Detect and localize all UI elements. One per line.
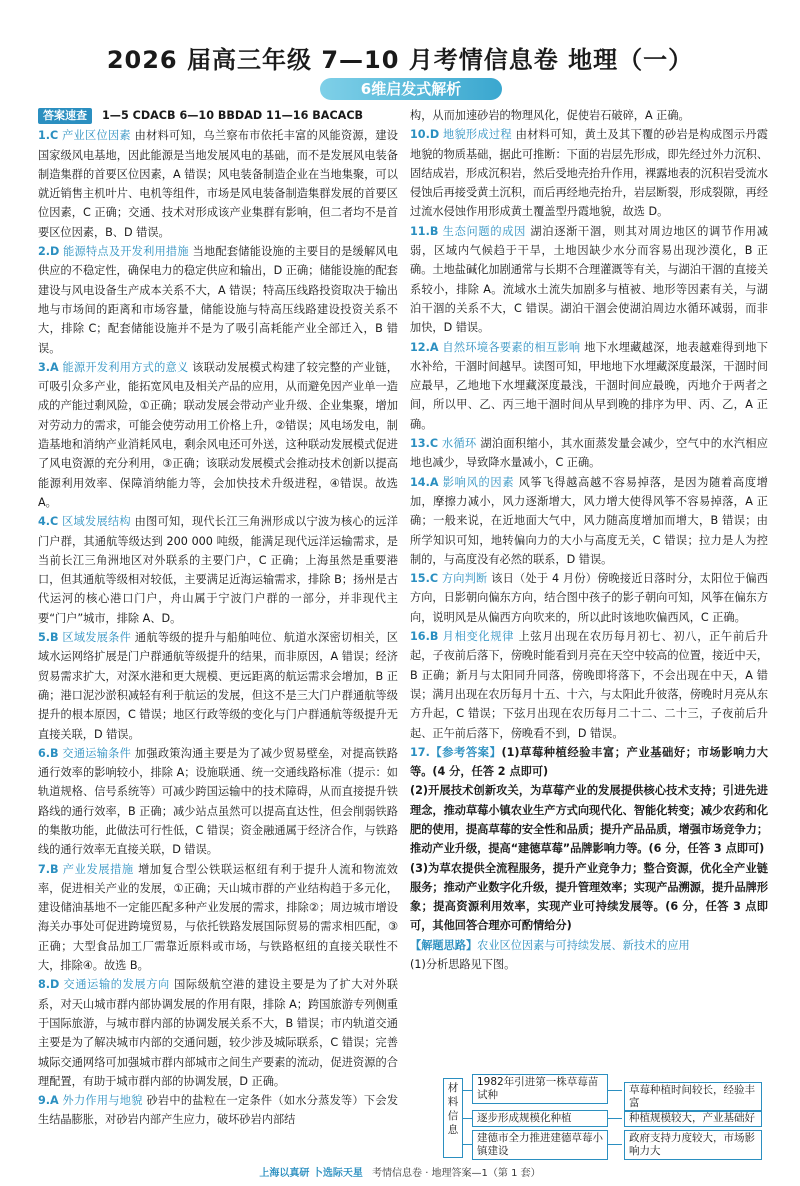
- item-text: 增加复合型公铁联运枢纽有利于提升人流和物流效率，促进相关产业的发展，①正确；天山城市群的产业结构趋于多元化，建设储油基地不一定能匹配多种产业发展的需求，排除②；周边城市增设海关办事处可促进跨境贸易，与依托铁路发展国际贸易的需求相匹配，③正确；大型食品加工厂需靠近原料或市场，与铁路枢纽的直接关联性不大，排除④。故选 B。: [38, 862, 398, 973]
- item-number: 5.B: [38, 631, 59, 645]
- answer-item: [38, 126, 398, 242]
- answer-item: [410, 338, 768, 434]
- item-category: 方向判断: [441, 572, 488, 586]
- item-category: 产业发展措施: [62, 862, 134, 876]
- question-17: [410, 743, 768, 975]
- item-category: 影响风的因素: [442, 475, 515, 489]
- footer-text: 考情信息卷 · 地理答案—1（第 1 套）: [372, 1168, 541, 1179]
- diagram-left-box: 建德市全力推进建德草莓小镇建设: [472, 1130, 608, 1160]
- item-number: 13.C: [410, 437, 439, 451]
- answer-tag: 答案速查: [38, 108, 92, 124]
- item-number: 4.C: [38, 515, 59, 529]
- item-category: 生态问题的成因: [442, 224, 527, 238]
- item-category: 水循环: [441, 437, 477, 451]
- item-text: 国际级航空港的建设主要是为了扩大对外联系，对天山城市群内部协调发展的作用有限，排除 A；跨国旅游专列侧重于国际旅游，与城市群内部的协调发展关系不大，B 错误；市内轨道交通主要是为了解决城市内部的交通问题，较少涉及城际联系，C 错误；完善城际交通网络可加强城市群内部城市之间生产要素的流动，促进资源的合理配置，有助于城市群内部的协调发展，D 正确。: [38, 978, 398, 1088]
- item-category: 外力作用与地貌: [62, 1094, 143, 1108]
- item-text: 由材料可知，黄土及其下覆的砂岩是构成图示丹霞地貌的物质基础，据此可推断：下面的岩层先形成，即先经过外力沉积、固结成岩，形成沉积岩，然后受地壳抬升作用，裸露地表的沉积岩受流水侵蚀后再接受黄土沉积，而后再经地壳抬升，岩层断裂，形成裂隙，再经过流水侵蚀作用形成黄土覆盖型丹霞地貌，故选 D。: [410, 128, 769, 219]
- answer-item: [38, 512, 398, 628]
- item-text: 砂岩中的盐粒在一定条件（如水分蒸发等）下会发生结晶膨胀，对砂岩内部产生应力，破坏砂岩内部结: [38, 1094, 399, 1127]
- item-text: 由图可知，现代长江三角洲形成以宁波为核心的远洋门户群，其通航等级达到 200 000 吨级，能满足现代远洋运输需求，是当前长江三角洲地区对外联系的主要门户，C 正确；上海虽然是重要港口，但其通航等级相对较低，主要满足近海运输需求，排除 B；扬州是古代运河的核心港口门户，舟山属于宁波门户群的一部分，并非现代主要“门户”城市，排除 A、D。: [38, 515, 398, 625]
- item-text: 地下水埋藏越深，地表越难得到地下水补给，干涸时间越早。读图可知，甲地地下水埋藏深度最深，干涸时间应最早，乙地地下水埋藏深度最浅，干涸时间应最晚，丙地介于两者之间，所以甲、乙、丙三地干涸时间从早到晚的排序为甲、丙、乙，A 正确。: [410, 340, 769, 431]
- q17-ref-label: 【参考答案】: [429, 745, 502, 759]
- item-category: 区域发展结构: [62, 515, 131, 529]
- item-text: 加强政策沟通主要是为了减少贸易壁垒，对提高铁路通行效率的影响较小，排除 A；设施联通、统一交通线路标准（提示：如轨道规格、信号系统等）可减少跨国运输中的技术障碍，从而直接提升铁路线的通行效率，B 正确；减少站点虽然可以提高直达性，但会削弱铁路的集散功能，此做法可行性低，C 错误；资金融通属于经济合作，与铁路线的通行效率无直接关联，D 错误。: [38, 746, 398, 857]
- answer-item: [38, 628, 398, 744]
- item-text: 由材料可知，乌兰察布市依托丰富的风能资源，建设国家级风电基地，因此能源是当地发展风电的基础，而不是发展风电装备制造集群的首要区位因素，A 错误；风电装备制造企业在当地集聚，可以就近销售主机叶片、电机等组件，市场是风电装备制造集群发展的首要区位因素，C 正确；交通、技术对形成该产业集群有影响，但二者均不是首要区位因素，B、D 错误。: [38, 129, 398, 239]
- item-category: 能源特点及开发利用措施: [63, 245, 189, 259]
- answer-item: [38, 358, 398, 512]
- item-number: 3.A: [38, 360, 59, 374]
- diagram-left-box: 逐步形成规模化种植: [472, 1110, 608, 1127]
- item-number: 14.A: [410, 475, 439, 489]
- q17-answer-3: (3)为草农提供全流程服务，提升产业竞争力；整合资源，优化全产业链服务；推动产业数字化升级，提升管理效率；实现产品溯源，提升品牌形象；提高资源利用效率，实现产业可持续发展等。(6 分，任答 3 点即可，其他回答合理亦可酌情给分): [410, 861, 769, 933]
- answer-item: [410, 627, 768, 743]
- item-category: 月相变化规律: [442, 630, 515, 644]
- answer-item: [410, 125, 768, 221]
- item-text: 上弦月出现在农历每月初七、初八，正午前后升起，子夜前后落下，傍晚时能看到月亮在天空中较高的位置，接近中天，B 正确；新月与太阳同升同落，傍晚即将落下，不会出现在中天，A 错误；满月出现在农历每月十五、十六，与太阳此升彼落，傍晚时月亮从东方升起，C 错误；下弦月出现在农历每月二十二、二十三，子夜前后升起、正午前后落下，傍晚看不到，D 错误。: [410, 630, 769, 740]
- answer-item: [410, 473, 768, 569]
- item-category: 产业区位因素: [62, 129, 131, 143]
- item-text: 风筝飞得越高越不容易掉落，是因为随着高度增加，摩擦力减小，风力逐渐增大，风力增大使得风筝不容易掉落，A 正确；一般来说，在近地面大气中，风力随高度增加而增大，B 错误；由所学知识可知，地转偏向力的大小与高度无关，C 错误；拉力是人为控制的，与高度没有必然的联系，D 错误。: [410, 475, 768, 566]
- item-category: 能源开发利用方式的意义: [62, 360, 189, 374]
- item-text: 湖泊逐渐干涸，则其对周边地区的调节作用减弱，区域内气候趋于干旱，土地因缺少水分而容易出现沙漠化，B 正确。土地盐碱化加剧通常与长期不合理灌溉等有关，与湖泊干涸的直接关系较小，排除 A。流域水土流失加剧多与植被、地形等因素有关，与湖泊干涸的关系不大，C 错误。湖泊干涸会使湖泊周边水循环减弱，而非加快，D 错误。: [410, 224, 769, 335]
- left-column: [38, 106, 398, 1130]
- item-category: 区域发展条件: [62, 631, 132, 645]
- analysis-diagram: [410, 1072, 768, 1162]
- item-number: 10.D: [410, 128, 440, 142]
- item-number: 12.A: [410, 340, 439, 354]
- analysis-badge: 6维启发式解析: [320, 78, 502, 100]
- item-category: 自然环境各要素的相互影响: [442, 340, 581, 354]
- diagram-side-label: 材料信息: [443, 1078, 463, 1158]
- answer-item: [410, 434, 768, 473]
- item-number: 8.D: [38, 978, 60, 992]
- q17-think-label: 【解题思路】: [410, 938, 478, 952]
- q17-think-text: 农业区位因素与可持续发展、新技术的应用: [477, 938, 690, 952]
- answer-item: [38, 860, 398, 976]
- item-number: 11.B: [410, 224, 439, 238]
- diagram-left-box: 1982年引进第一株草莓苗试种: [472, 1074, 608, 1104]
- answer-item: [38, 1091, 398, 1130]
- item-number: 9.A: [38, 1094, 59, 1108]
- q17-answer-1: (1)草莓种植经验丰富；产业基础好；市场影响力大等。(4 分，任答 2 点即可): [410, 745, 768, 779]
- diagram-right-box: 种植规模较大，产业基础好: [624, 1110, 762, 1127]
- q17-answer-2: (2)开展技术创新攻关，为草莓产业的发展提供核心技术支持；引进先进理念，推动草莓小镇农业生产方式向现代化、智能化转变；减少农药和化肥的使用，提高草莓的安全性和品质；提升产品品质，增强市场竞争力；推动产业升级，提高“建德草莓”品牌影响力等。(6 分，任答 3 点即可): [410, 784, 769, 856]
- item-number: 7.B: [38, 862, 59, 876]
- item-category: 交通运输的发展方向: [63, 978, 170, 992]
- publisher-logo: 上海以真研 卜选际天星: [259, 1168, 363, 1179]
- answer-item: [410, 106, 768, 125]
- page-title: 2026 届高三年级 7—10 月考情信息卷 地理（一）: [106, 46, 694, 74]
- diagram-right-box: 政府支持力度较大，市场影响力大: [624, 1130, 762, 1160]
- item-text: 通航等级的提升与船舶吨位、航道水深密切相关，区域水运网络扩展是门户群通航等级提升的结果，而非原因，A 错误；经济贸易需求扩大，对深水港和更大规模、更远距离的航运需求会增加，B 正确；港口泥沙淤积减轻有利于航运的发展，但这不是三大门户群通航等级提升的根本原因，C 错误；地区行政等级的变化与门户群通航等级提升无直接关联，D 错误。: [38, 631, 398, 741]
- q17-sub: (1)分析思路见下图。: [410, 958, 516, 972]
- item-number: 1.C: [38, 129, 59, 143]
- item-text: 该联动发展模式构建了较完整的产业链，可吸引众多产业，能拓宽风电及相关产品的应用，从而避免因产业单一造成的产能过剩风险，①正确；联动发展会带动产业升级、企业集聚，增加对劳动力的需求，可能会使劳动用工价格上升，②错误；风电场发电，制造基地和消纳产业消耗风电，剩余风电还可外送，这种联动发展模式促进了风电资源的充分利用，③正确；该联动发展模式会推动技术创新以提高能源利用效率、保障消纳能力等，会加快技术升级进程，④错误。故选 A。: [38, 360, 398, 509]
- answer-item: [38, 744, 398, 860]
- diagram-right-box: 草莓种植时间较长，经验丰富: [624, 1082, 762, 1112]
- item-number: 15.C: [410, 572, 439, 586]
- item-number: 2.D: [38, 245, 60, 259]
- item-category: 地貌形成过程: [442, 128, 512, 142]
- answer-item: [38, 975, 398, 1091]
- item-number: 16.B: [410, 630, 439, 644]
- right-column: [410, 106, 768, 974]
- answer-item: [410, 569, 768, 627]
- item-text: 该日（处于 4 月份）傍晚接近日落时分，太阳位于偏西方向，日影朝向偏东方向，结合图中孩子的影子朝向可知，风筝在偏东方向，说明风是从偏西方向吹来的，所以此时该地吹偏西风，C 正确。: [410, 572, 769, 624]
- item-text: 湖泊面积缩小，其水面蒸发量会减少，空气中的水汽相应地也减少，导致降水量减小，C 正确。: [410, 437, 768, 470]
- answer-summary: [38, 106, 398, 125]
- item-category: 交通运输条件: [62, 746, 132, 760]
- answer-item: [410, 222, 768, 338]
- page-footer: [0, 1164, 800, 1179]
- item-number: 6.B: [38, 746, 59, 760]
- q17-number: 17.: [410, 745, 430, 759]
- answer-line: 1—5 CDACB 6—10 BBDAD 11—16 BACACB: [102, 109, 364, 122]
- item-text: 构，从而加速砂岩的物理风化，促使岩石破碎，A 正确。: [410, 109, 690, 122]
- answer-item: [38, 242, 398, 358]
- item-text: 当地配套储能设施的主要目的是缓解风电供应的不稳定性，确保电力的稳定供应和输出，D 正确；储能设施的配套建设与风电设备生产成本关系不大，A 错误；特高压线路投资取决于输出地与市场间的距离和市场容量，储能设施与特高压线路建设投资关系不大，排除 C；配套储能设施并不是为了吸引高耗能产业全部迁入，B 错误。: [38, 245, 398, 355]
